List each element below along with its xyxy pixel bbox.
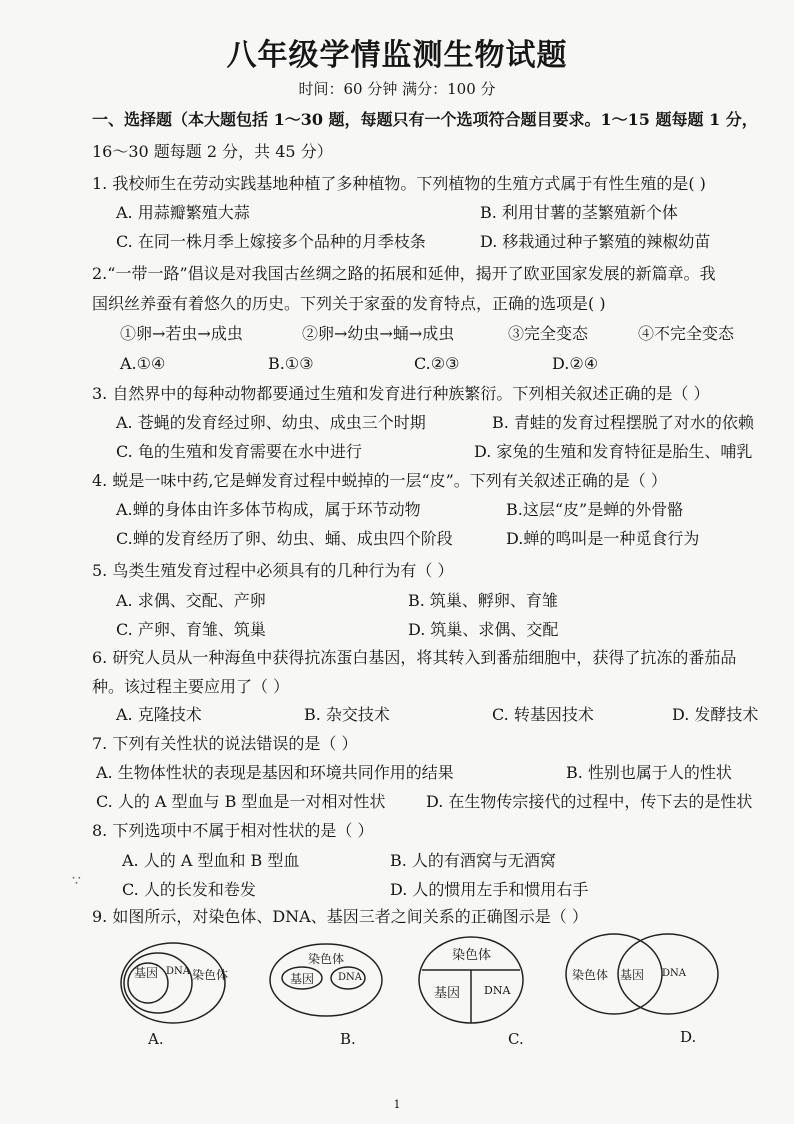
q7-option-d: D. 在生物传宗接代的过程中，传下去的是性状 bbox=[426, 792, 753, 811]
q1-option-c: C. 在同一株月季上嫁接多个品种的月季枝条 bbox=[116, 232, 426, 251]
q3-stem: 3. 自然界中的每种动物都要通过生殖和发育进行种族繁衍。下列相关叙述正确的是（ ） bbox=[92, 384, 710, 403]
q9-d-gene-label: 基因 bbox=[620, 968, 645, 982]
q8-option-b: B. 人的有酒窝与无酒窝 bbox=[390, 851, 556, 870]
q9-b-dna-label: DNA bbox=[338, 972, 362, 983]
section-heading-line1: 一、选择题（本大题包括 1～30 题，每题只有一个选项符合题目要求。1～15 题每题 1 分， bbox=[92, 110, 758, 129]
q9-a-dna-label: DNA bbox=[166, 966, 190, 977]
q6-stem-line2: 种。该过程主要应用了（ ） bbox=[92, 677, 290, 696]
q8-option-d: D. 人的惯用左手和惯用右手 bbox=[390, 880, 589, 899]
q7-option-a: A. 生物体性状的表现是基因和环境共同作用的结果 bbox=[96, 763, 454, 782]
section-heading-line2: 16～30 题每题 2 分，共 45 分） bbox=[92, 142, 333, 161]
q1-option-a: A. 用蒜瓣繁殖大蒜 bbox=[116, 203, 250, 222]
q1-option-d: D. 移栽通过种子繁殖的辣椒幼苗 bbox=[480, 232, 711, 251]
q9-d-dna-label: DNA bbox=[662, 968, 686, 979]
q2-option-b: B.①③ bbox=[268, 354, 314, 373]
q9-d-chromosome-label: 染色体 bbox=[572, 968, 609, 982]
q4-stem: 4. 蜕是一味中药,它是蝉发育过程中蜕掉的一层“皮”。下列有关叙述正确的是（ ） bbox=[92, 471, 667, 490]
smudge-mark: ∵ bbox=[72, 873, 81, 889]
q2-option-c: C.②③ bbox=[414, 354, 460, 373]
q8-option-c: C. 人的长发和卷发 bbox=[122, 880, 256, 899]
q9-option-a-label: A. bbox=[148, 1030, 164, 1048]
q2-option-a: A.①④ bbox=[120, 354, 166, 373]
q7-option-b: B. 性别也属于人的性状 bbox=[566, 763, 732, 782]
q9-diagram-a bbox=[118, 938, 238, 1028]
exam-title: 八年级学情监测生物试题 bbox=[226, 38, 568, 73]
q9-b-gene-label: 基因 bbox=[290, 972, 315, 986]
q6-option-d: D. 发酵技术 bbox=[672, 705, 759, 724]
q2-stem-line2: 国织丝养蚕有着悠久的历史。下列关于家蚕的发育特点，正确的选项是( ) bbox=[92, 294, 606, 313]
q4-option-b: B.这层“皮”是蝉的外骨骼 bbox=[506, 500, 684, 519]
page-number: 1 bbox=[393, 1098, 401, 1111]
q5-stem: 5. 鸟类生殖发育过程中必须具有的几种行为有（ ） bbox=[92, 561, 454, 580]
q7-option-c: C. 人的 A 型血与 B 型血是一对相对性状 bbox=[96, 792, 386, 811]
q9-option-c-label: C. bbox=[508, 1030, 524, 1048]
q3-option-a: A. 苍蝇的发育经过卵、幼虫、成虫三个时期 bbox=[116, 413, 426, 432]
q8-stem: 8. 下列选项中不属于相对性状的是（ ） bbox=[92, 821, 374, 840]
q5-option-c: C. 产卵、育雏、筑巢 bbox=[116, 620, 266, 639]
q6-option-c: C. 转基因技术 bbox=[492, 705, 594, 724]
q2-statement-3: ③完全变态 bbox=[508, 324, 589, 343]
q9-option-b-label: B. bbox=[340, 1030, 356, 1048]
q9-c-chromosome-label: 染色体 bbox=[452, 948, 492, 963]
q5-option-a: A. 求偶、交配、产卵 bbox=[116, 591, 266, 610]
q2-statement-1: ①卵→若虫→成虫 bbox=[120, 324, 243, 343]
q3-option-c: C. 龟的生殖和发育需要在水中进行 bbox=[116, 442, 362, 461]
q2-statement-4: ④不完全变态 bbox=[638, 324, 735, 343]
q9-stem: 9. 如图所示，对染色体、DNA、基因三者之间关系的正确图示是（ ） bbox=[92, 907, 588, 926]
q9-option-d-label: D. bbox=[680, 1028, 697, 1046]
q9-c-gene-label: 基因 bbox=[434, 986, 461, 1001]
q2-statement-2: ②卵→幼虫→蛹→成虫 bbox=[302, 324, 455, 343]
q3-option-d: D. 家兔的生殖和发育特征是胎生、哺乳 bbox=[474, 442, 753, 461]
q7-stem: 7. 下列有关性状的说法错误的是（ ） bbox=[92, 734, 358, 753]
q1-option-b: B. 利用甘薯的茎繁殖新个体 bbox=[480, 203, 678, 222]
q9-b-chromosome-label: 染色体 bbox=[308, 952, 345, 966]
q8-option-a: A. 人的 A 型血和 B 型血 bbox=[122, 851, 300, 870]
q2-option-d: D.②④ bbox=[552, 354, 599, 373]
q1-stem: 1. 我校师生在劳动实践基地种植了多种植物。下列植物的生殖方式属于有性生殖的是( ) bbox=[92, 174, 706, 193]
q9-c-dna-label: DNA bbox=[484, 984, 511, 997]
q9-a-chromosome-label: 染色体 bbox=[192, 968, 229, 982]
q9-a-gene-label: 基因 bbox=[134, 966, 159, 980]
exam-time-and-score: 时间：60 分钟 满分：100 分 bbox=[298, 80, 496, 98]
q2-stem-line1: 2.“一带一路”倡议是对我国古丝绸之路的拓展和延伸，揭开了欧亚国家发展的新篇章。我 bbox=[92, 264, 716, 283]
q4-option-a: A.蝉的身体由许多体节构成，属于环节动物 bbox=[116, 500, 421, 519]
q3-option-b: B. 青蛙的发育过程摆脱了对水的依赖 bbox=[492, 413, 754, 432]
q4-option-c: C.蝉的发育经历了卵、幼虫、蛹、成虫四个阶段 bbox=[116, 529, 453, 548]
q6-option-b: B. 杂交技术 bbox=[304, 705, 390, 724]
q6-stem-line1: 6. 研究人员从一种海鱼中获得抗冻蛋白基因，将其转入到番茄细胞中，获得了抗冻的番茄品 bbox=[92, 648, 737, 667]
q4-option-d: D.蝉的鸣叫是一种觅食行为 bbox=[506, 529, 700, 548]
q6-option-a: A. 克隆技术 bbox=[116, 705, 202, 724]
q5-option-b: B. 筑巢、孵卵、育雏 bbox=[408, 591, 558, 610]
q5-option-d: D. 筑巢、求偶、交配 bbox=[408, 620, 559, 639]
